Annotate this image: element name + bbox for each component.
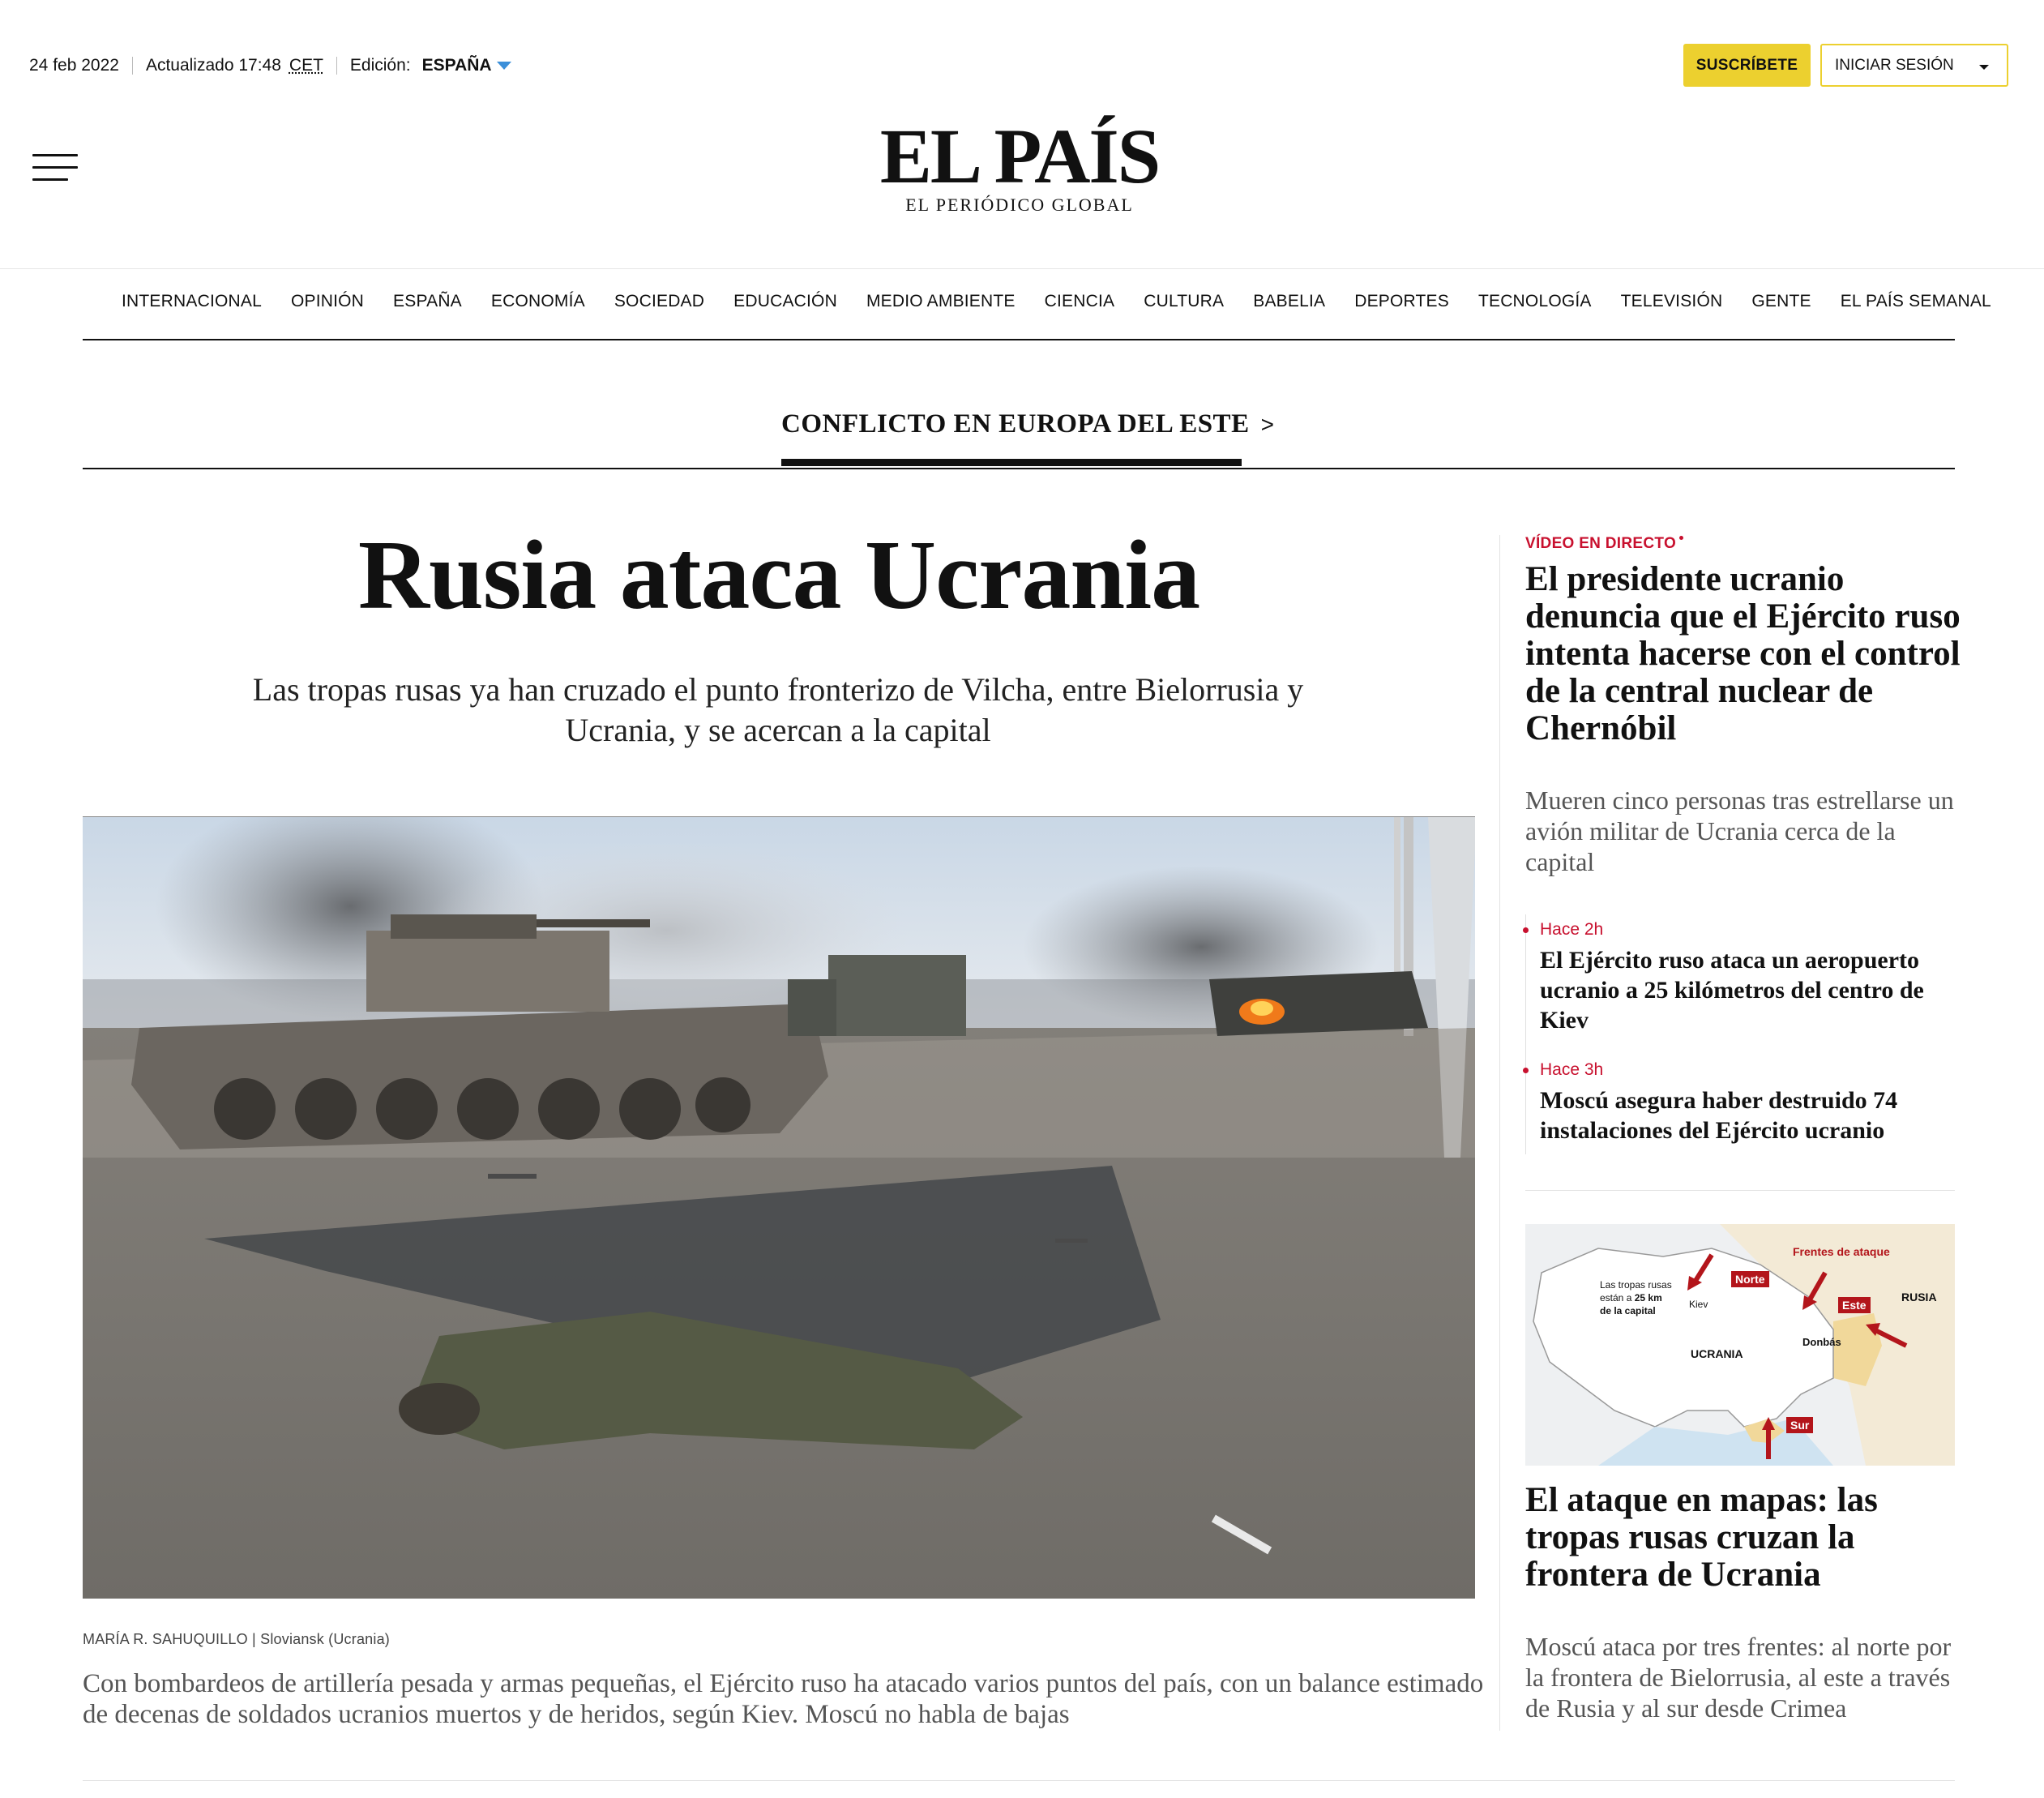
nav-item-television[interactable]: TELEVISIÓN <box>1620 292 1723 310</box>
nav-item-economia[interactable]: ECONOMÍA <box>490 292 585 310</box>
nav-item-gente[interactable]: GENTE <box>1751 292 1811 310</box>
section-title: CONFLICTO EN EUROPA DEL ESTE <box>781 409 1250 439</box>
map-label-donbas: Donbás <box>1802 1336 1841 1348</box>
nav-item-medio-ambiente[interactable]: MEDIO AMBIENTE <box>866 292 1016 310</box>
sidebar-lead-summary: Mueren cinco personas tras estrellarse un avión militar de Ucrania cerca de la capital <box>1525 786 1954 876</box>
timeline-dot-icon <box>1523 1068 1529 1073</box>
map-note-line1: Las tropas rusas <box>1600 1279 1672 1291</box>
map-note-line3: de la capital <box>1600 1305 1656 1316</box>
live-video-text: VÍDEO EN DIRECTO <box>1525 535 1677 552</box>
column-divider <box>1499 535 1500 1731</box>
chevron-right-icon: > <box>1260 412 1275 437</box>
nav-item-sociedad[interactable]: SOCIEDAD <box>614 292 705 310</box>
main-photo[interactable] <box>83 817 1475 1599</box>
edition-label: Edición: <box>349 56 411 75</box>
nav-item-internacional[interactable]: INTERNACIONAL <box>122 292 262 310</box>
timezone-label[interactable]: CET <box>289 56 323 75</box>
main-headline[interactable]: Rusia ataca Ucrania <box>357 520 1200 630</box>
header-divider <box>0 268 2044 269</box>
map-headline[interactable]: El ataque en mapas: las tropas rusas cruzan la frontera de Ucrania <box>1525 1481 1878 1594</box>
attack-map[interactable] <box>1525 1224 1955 1466</box>
logo-wordmark: EL PAÍS <box>879 113 1160 199</box>
timeline-dot-icon <box>1523 927 1529 933</box>
map-tag-east: Este <box>1838 1297 1871 1313</box>
live-dot-icon <box>1679 536 1683 540</box>
nav-item-opinion[interactable]: OPINIÓN <box>290 292 365 310</box>
sidebar-lead-headline[interactable]: El presidente ucranio denuncia que el Ejército ruso intenta hacerse con el control de la central nuclear de Chernóbil <box>1525 560 1961 747</box>
subscribe-button[interactable]: SUSCRÍBETE <box>1683 44 1811 87</box>
timeline-headline[interactable]: Moscú asegura haber destruido 74 instalaciones del Ejército ucranio <box>1540 1087 1898 1144</box>
chevron-down-icon[interactable] <box>497 62 511 70</box>
date-label: 24 feb 2022 <box>29 56 119 75</box>
section-link[interactable] <box>781 409 1274 439</box>
photo-byline: MARÍA R. SAHUQUILLO | Sloviansk (Ucrania) <box>83 1631 390 1647</box>
timeline-headline[interactable]: El Ejército ruso ataca un aeropuerto ucranio a 25 kilómetros del centro de Kiev <box>1540 947 1924 1034</box>
nav-item-cultura[interactable]: CULTURA <box>1144 292 1225 310</box>
nav-item-deportes[interactable]: DEPORTES <box>1354 292 1449 310</box>
nav-item-educacion[interactable]: EDUCACIÓN <box>733 292 837 310</box>
main-subheadline: Las tropas rusas ya han cruzado el punto fronterizo de Vilcha, entre Bielorrusia y Ucrania, y se acercan a la capital <box>252 671 1304 748</box>
updated-label: Actualizado 17:48 <box>145 56 281 75</box>
site-logo[interactable] <box>866 113 1174 216</box>
section-underline <box>781 459 1242 466</box>
nav-item-espana[interactable]: ESPAÑA <box>393 292 462 310</box>
logo-tagline: EL PERIÓDICO GLOBAL <box>905 195 1134 215</box>
nav-item-babelia[interactable]: BABELIA <box>1253 292 1326 310</box>
map-label-kiev: Kiev <box>1689 1299 1708 1310</box>
bottom-divider <box>83 1780 1955 1781</box>
map-tag-south: Sur <box>1786 1417 1813 1433</box>
login-button[interactable] <box>1820 44 2008 87</box>
live-video-label <box>1525 535 1683 553</box>
nav-item-el-pais-semanal[interactable]: EL PAÍS SEMANAL <box>1840 292 1991 310</box>
nav-divider <box>83 339 1955 340</box>
map-summary: Moscú ataca por tres frentes: al norte por la frontera de Bielorrusia, al este a través de Rusia y al sur desde Crimea <box>1525 1632 1952 1723</box>
section-divider <box>83 468 1955 469</box>
timeline-time: Hace 2h <box>1540 920 1604 939</box>
top-bar <box>29 54 511 78</box>
map-label-ukraine: UCRANIA <box>1691 1347 1743 1360</box>
nav-item-ciencia[interactable]: CIENCIA <box>1044 292 1115 310</box>
timeline-time: Hace 3h <box>1540 1060 1604 1079</box>
map-label-russia: RUSIA <box>1901 1291 1937 1304</box>
divider <box>336 57 337 75</box>
chevron-down-icon <box>1979 65 1989 70</box>
map-tag-north: Norte <box>1731 1271 1769 1287</box>
main-nav <box>122 292 2020 311</box>
main-summary: Con bombardeos de artillería pesada y armas pequeñas, el Ejército ruso ha atacado varios puntos del país, con un balance estimado de decenas de soldados ucranios muertos y de heridos, según Kiev. Moscú no habla de bajas <box>83 1669 1484 1729</box>
map-title: Frentes de ataque <box>1793 1245 1890 1258</box>
sidebar-divider <box>1525 1190 1955 1191</box>
map-note-line2: están a 25 km <box>1600 1292 1662 1304</box>
menu-icon[interactable] <box>32 154 78 182</box>
edition-selector[interactable]: ESPAÑA <box>421 56 492 75</box>
divider <box>132 57 133 75</box>
login-label: INICIAR SESIÓN <box>1835 56 1954 74</box>
nav-item-tecnologia[interactable]: TECNOLOGÍA <box>1477 292 1592 310</box>
timeline-line <box>1525 914 1526 1154</box>
